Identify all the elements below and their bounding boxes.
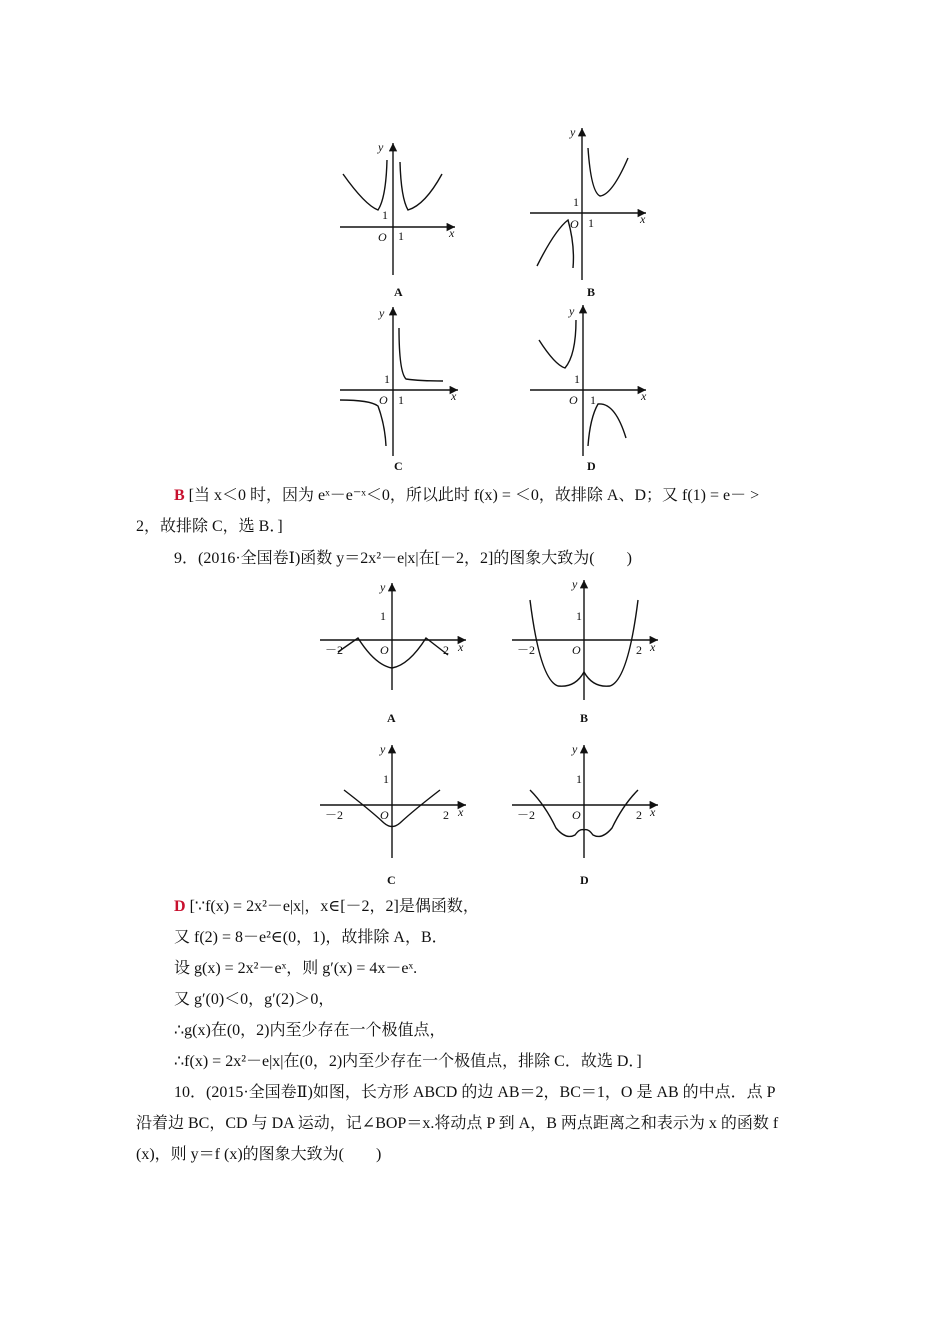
q8-graph-d (530, 305, 646, 456)
y-label: y (378, 140, 384, 154)
curve-right (588, 148, 628, 196)
x-label: x (641, 389, 647, 403)
figure-caption: D (580, 873, 589, 887)
y-label: y (572, 577, 578, 591)
x-label: x (458, 640, 464, 654)
q9-answer-letter: D (174, 898, 186, 915)
y-label: y (379, 306, 385, 320)
origin-label: O (572, 643, 581, 657)
y-label: y (380, 580, 386, 594)
tick-2: 2 (443, 643, 449, 657)
tick-1-x: 1 (398, 393, 404, 407)
tick-1-y: 1 (383, 772, 389, 786)
q9-graph-c (320, 745, 466, 858)
q9-graph-d-labels (517, 742, 656, 887)
tick-1-y: 1 (380, 609, 386, 623)
tick-1-y: 1 (382, 208, 388, 222)
q9-sol-text-0: [∵f(x) = 2x²－e|x|，x∈[－2，2]是偶函数， (189, 898, 479, 915)
tick-2: 2 (636, 808, 642, 822)
q9-graph-d (512, 745, 658, 858)
origin-label: O (572, 808, 581, 822)
tick-1-x: 1 (590, 393, 596, 407)
q10-line3: (x)，则 y＝f (x)的图象大致为( ) (136, 1146, 382, 1163)
q10-line2: 沿着边 BC，CD 与 DA 运动，记∠BOP＝x.将动点 P 到 A，B 两点距离之和表示为 x 的函数 f (136, 1115, 779, 1132)
q8-explanation-line2: 2，故排除 C，选 B．] (136, 518, 283, 535)
q8-graph-b-labels (569, 125, 646, 299)
curve-left (537, 220, 573, 268)
tick-1-x: 1 (588, 216, 594, 230)
tick-neg2: －2 (325, 808, 344, 822)
q9-graph-b (512, 580, 658, 700)
tick-1-y: 1 (576, 772, 582, 786)
q9-solution-line2: 又 f(2) = 8－e²∈(0，1)，故排除 A，B． (174, 929, 448, 946)
curve-right (400, 162, 442, 210)
figure-caption: A (394, 285, 403, 299)
x-label: x (451, 389, 457, 403)
x-label: x (458, 805, 464, 819)
q8-graph-a (340, 143, 455, 275)
y-label: y (569, 304, 575, 318)
origin-label: O (569, 393, 578, 407)
x-label: x (449, 226, 455, 240)
curve-right (588, 404, 626, 446)
figure-caption: B (587, 285, 596, 299)
curve-left (539, 320, 576, 368)
q9-graph-b-labels (517, 577, 656, 725)
tick-2: 2 (443, 808, 449, 822)
q9-solution-line4: 又 g′(0)＜0，g′(2)＞0， (174, 991, 335, 1008)
y-label: y (380, 742, 386, 756)
q9-solution-line5: ∴g(x)在(0，2)内至少存在一个极值点， (174, 1022, 446, 1039)
q9-solution-line6: ∴f(x) = 2x²－e|x|在(0，2)内至少存在一个极值点，排除 C．故选 D．] (174, 1053, 642, 1070)
y-label: y (572, 742, 578, 756)
q10-line1: 10．(2015·全国卷Ⅱ)如图，长方形 ABCD 的边 AB＝2，BC＝1，O 是 AB 的中点．点 P (174, 1084, 776, 1101)
curve (338, 638, 448, 668)
figure-caption: A (387, 711, 396, 725)
q8-explanation-line1 (174, 486, 759, 506)
curve-left (343, 160, 387, 210)
x-label: x (640, 212, 646, 226)
tick-1-y: 1 (384, 372, 390, 386)
origin-label: O (378, 230, 387, 244)
tick-neg2: －2 (325, 643, 344, 657)
origin-label: O (380, 643, 389, 657)
tick-1-y: 1 (573, 195, 579, 209)
q9-solution-line1 (174, 897, 479, 917)
tick-2: 2 (636, 643, 642, 657)
origin-label: O (570, 217, 579, 231)
q9-solution-line3: 设 g(x) = 2x²－eˣ，则 g′(x) = 4x－eˣ. (174, 960, 418, 977)
y-label: y (570, 125, 576, 139)
q9-graph-a-labels (325, 580, 464, 725)
origin-label: O (380, 808, 389, 822)
figure-caption: D (587, 459, 596, 473)
figure-caption: C (387, 873, 396, 887)
q9-question: 9．(2016·全国卷Ⅰ)函数 y＝2x²－e|x|在[－2，2]的图象大致为( ) (174, 550, 632, 567)
q8-graph-d-labels (568, 304, 647, 473)
q8-graph-b (530, 128, 646, 280)
q8-answer-letter: B (174, 487, 185, 504)
q9-graph-c-labels (325, 742, 464, 887)
figure-caption: B (580, 711, 589, 725)
q8-graph-c (340, 307, 458, 456)
tick-1-x: 1 (398, 229, 404, 243)
curve-right (399, 328, 443, 381)
tick-1-y: 1 (576, 609, 582, 623)
tick-1-y: 1 (574, 372, 580, 386)
origin-label: O (379, 393, 388, 407)
q9-graph-a (320, 583, 466, 690)
q8-graph-a-labels (377, 140, 455, 299)
x-label: x (650, 640, 656, 654)
x-label: x (650, 805, 656, 819)
tick-neg2: －2 (517, 643, 536, 657)
q8-expl-text-1: [当 x＜0 时，因为 eˣ－e⁻ˣ＜0，所以此时 f(x) = ＜0，故排除 A、D；又 f(1) = e－ > (188, 487, 760, 504)
tick-neg2: －2 (517, 808, 536, 822)
figure-caption: C (394, 459, 403, 473)
